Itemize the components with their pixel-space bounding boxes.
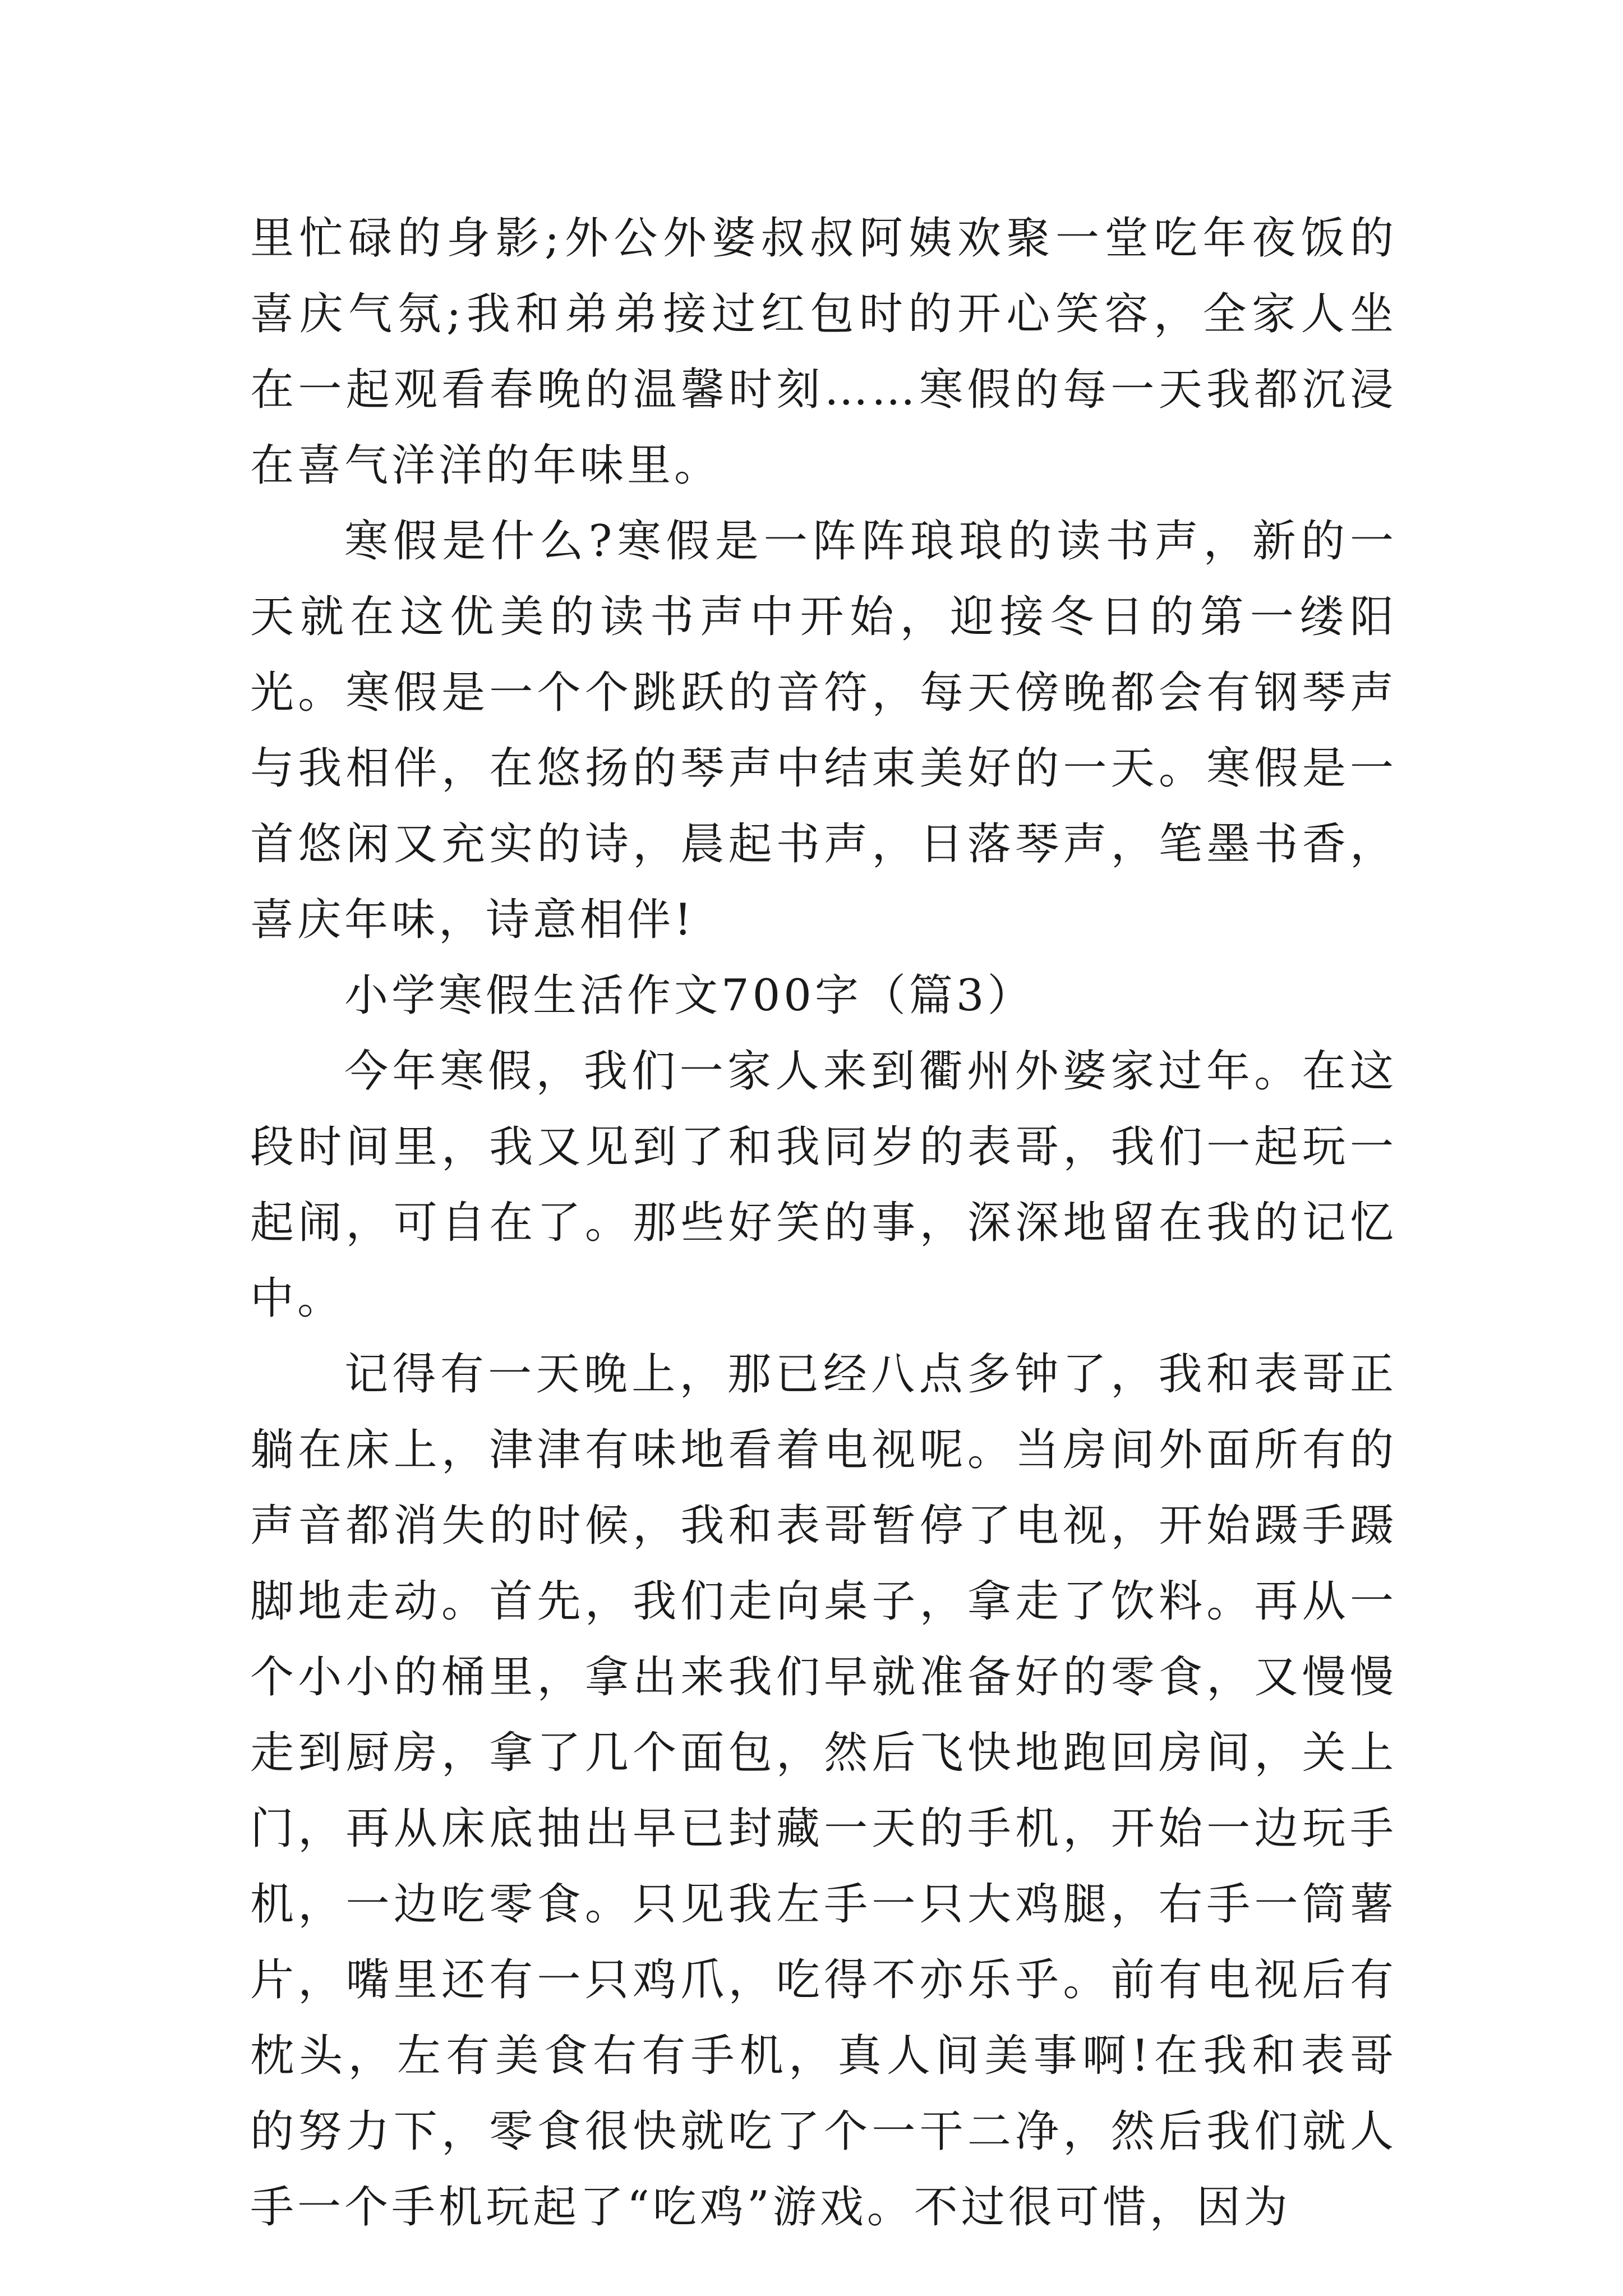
essay-heading: 小学寒假生活作文700字（篇3）	[344, 970, 1035, 1021]
document-body	[250, 201, 1397, 2246]
paragraph-story: 记得有一天晚上，那已经八点多钟了，我和表哥正躺在床上，津津有味地看着电视呢。当房间外面所有的声音都消失的时候，我和表哥暂停了电视，开始蹑手蹑脚地走动。首先，我们走向桌子，拿走了饮料。再从一个小小的桶里，拿出来我们早就准备好的零食，又慢慢走到厨房，拿了几个面包，然后飞快地跑回房间，关上门，再从床底抽出早已封藏一天的手机，开始一边玩手机，一边吃零食。只见我左手一只大鸡腿，右手一筒薯片，嘴里还有一只鸡爪，吃得不亦乐乎。前有电视后有枕头，左有美食右有手机，真人间美事啊!在我和表哥的努力下，零食很快就吃了个一干二净，然后我们就人手一个手机玩起了“吃鸡”游戏。不过很可惜，因为	[250, 1349, 1397, 2233]
paragraph-intro: 今年寒假，我们一家人来到衢州外婆家过年。在这段时间里，我又见到了和我同岁的表哥，我们一起玩一起闹，可自在了。那些好笑的事，深深地留在我的记忆中。	[250, 1046, 1397, 1324]
paragraph-continuation: 里忙碌的身影;外公外婆叔叔阿姨欢聚一堂吃年夜饭的喜庆气氛;我和弟弟接过红包时的开心笑容，全家人坐在一起观看春晚的温馨时刻……寒假的每一天我都沉浸在喜气洋洋的年味里。	[250, 213, 1397, 491]
paragraph-what-is-winter-break: 寒假是什么?寒假是一阵阵琅琅的读书声，新的一天就在这优美的读书声中开始，迎接冬日的第一缕阳光。寒假是一个个跳跃的音符，每天傍晚都会有钢琴声与我相伴，在悠扬的琴声中结束美好的一天。寒假是一首悠闲又充实的诗，晨起书声，日落琴声，笔墨书香，喜庆年味，诗意相伴!	[250, 516, 1397, 945]
